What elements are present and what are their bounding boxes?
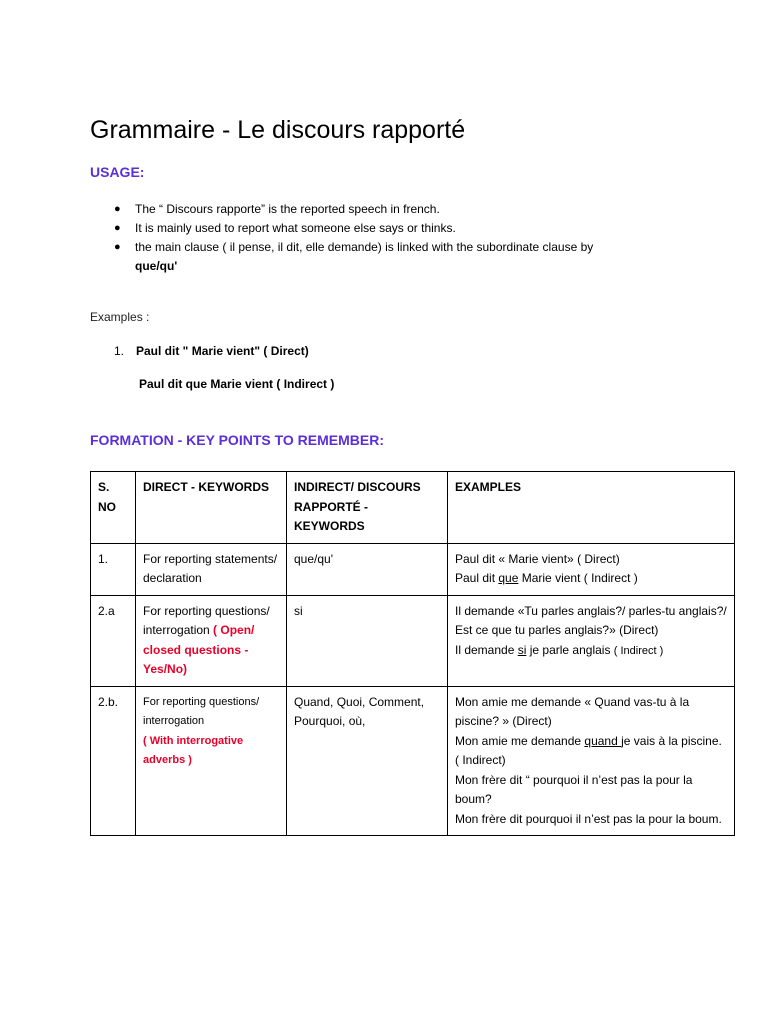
bullet-icon: ● [114,203,121,215]
table-row [91,595,735,686]
header-direct: DIRECT - KEYWORDS [136,472,287,544]
header-sno-line1: S. [98,480,110,494]
direct-text: For reporting questions/ interrogation [143,695,260,727]
example-line: Mon frère dit pourquoi il n’est pas la pour la boum. [455,811,722,826]
example-indirect: Paul dit que Marie vient ( Indirect ) [139,377,335,391]
example-line: Il demande «Tu parles anglais?/ parles-tu anglais?/ Est ce que tu parles anglais?» (Direct) [455,603,727,637]
usage-text: The “ Discours rapporte” is the reported speech in french. [135,202,440,216]
usage-item [90,238,670,276]
example-line-post: je parle anglais [526,642,614,657]
header-indirect: INDIRECT/ DISCOURS RAPPORTÉ - KEYWORDS [287,472,448,544]
example-line: Paul dit « Marie vient» ( Direct) [455,551,620,566]
bullet-icon: ● [114,222,121,234]
direct-emphasis: ( With interrogative adverbs ) [143,734,244,766]
example-line: Mon amie me demande « Quand vas-tu à la piscine? » (Direct) [455,694,690,728]
example-direct: Paul dit " Marie vient" ( Direct) [136,344,309,358]
cell-examples [448,595,735,686]
formation-heading: FORMATION - KEY POINTS TO REMEMBER: [90,432,385,448]
cell-indirect: Quand, Quoi, Comment, Pourquoi, où, [287,686,448,836]
example-line-post: je vais à la piscine. ( Indirect) [455,733,722,767]
cell-direct [136,595,287,686]
usage-text: It is mainly used to report what someone else says or thinks. [135,221,456,235]
example-line-pre: Mon amie me demande [455,733,585,748]
usage-item [90,219,670,238]
usage-connector: que/qu' [135,259,178,273]
example-line-pre: Il demande [455,642,518,657]
usage-text: the main clause ( il pense, il dit, elle demande) is linked with the subordinate clause by [135,240,594,254]
cell-direct [136,686,287,836]
cell-examples [448,543,735,595]
cell-sno: 2.a [91,595,136,686]
formation-table [90,471,735,836]
header-examples: EXAMPLES [448,472,735,544]
usage-item [90,200,670,219]
cell-direct: For reporting statements/ declaration [136,543,287,595]
usage-heading: USAGE: [90,164,145,180]
example-keyword: que [498,571,519,585]
table-row [91,686,735,836]
direct-text: For reporting questions/ interrogation [143,603,270,637]
example-line-post: Marie vient ( Indirect ) [518,571,638,585]
example-line-tag: ( Indirect ) [613,644,664,657]
table-header-row [91,472,735,544]
example-item [114,344,309,358]
example-keyword: quand [584,733,622,748]
examples-label: Examples : [90,310,150,324]
example-keyword: si [517,642,527,657]
example-line-pre: Paul dit [455,571,499,585]
cell-indirect: que/qu' [287,543,448,595]
cell-sno: 1. [91,543,136,595]
bullet-icon: ● [114,241,121,253]
cell-examples [448,686,735,836]
cell-indirect: si [287,595,448,686]
page-title: Grammaire - Le discours rapporté [90,116,466,144]
direct-emphasis: ( Open/ closed questions - Yes/No) [143,623,255,676]
table-row [91,543,735,595]
example-line: Mon frère dit “ pourquoi il n’est pas la pour la boum? [455,772,693,806]
header-sno-line2: NO [98,499,116,514]
usage-list [90,200,670,276]
header-sno [91,472,136,544]
example-number: 1. [114,344,125,358]
cell-sno: 2.b. [91,686,136,836]
